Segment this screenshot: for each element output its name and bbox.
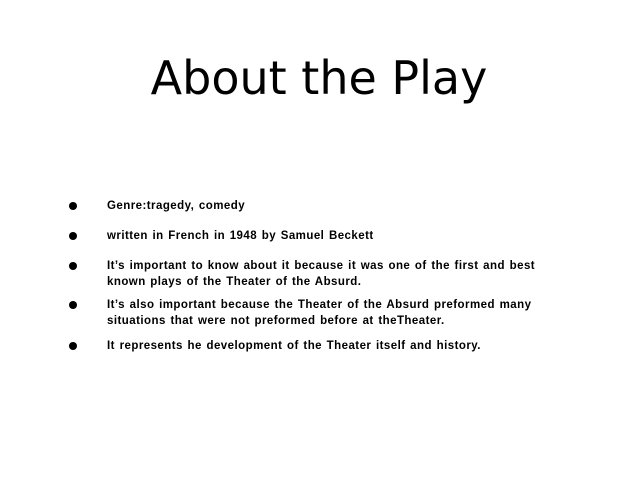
bullet-dot-icon	[69, 262, 77, 270]
bullet-text: Genre:tragedy, comedy	[107, 200, 246, 212]
bullet-dot-icon	[69, 301, 77, 309]
bullet-text: It’s important to know about it because it was one of the first and best known plays of the Theater of the Absurd.	[107, 260, 536, 288]
bullet-dot-icon	[69, 342, 77, 350]
bullet-text: It represents he development of the Theater itself and history.	[107, 340, 481, 352]
bullet-text: written in French in 1948 by Samuel Beckett	[107, 230, 374, 242]
bullet-dot-icon	[69, 202, 77, 210]
bullet-dot-icon	[69, 232, 77, 240]
slide-title: About the Play	[150, 51, 488, 105]
bullet-text: It’s also important because the Theater of the Absurd preformed many situations that were not preformed before at theTheater.	[107, 299, 532, 327]
